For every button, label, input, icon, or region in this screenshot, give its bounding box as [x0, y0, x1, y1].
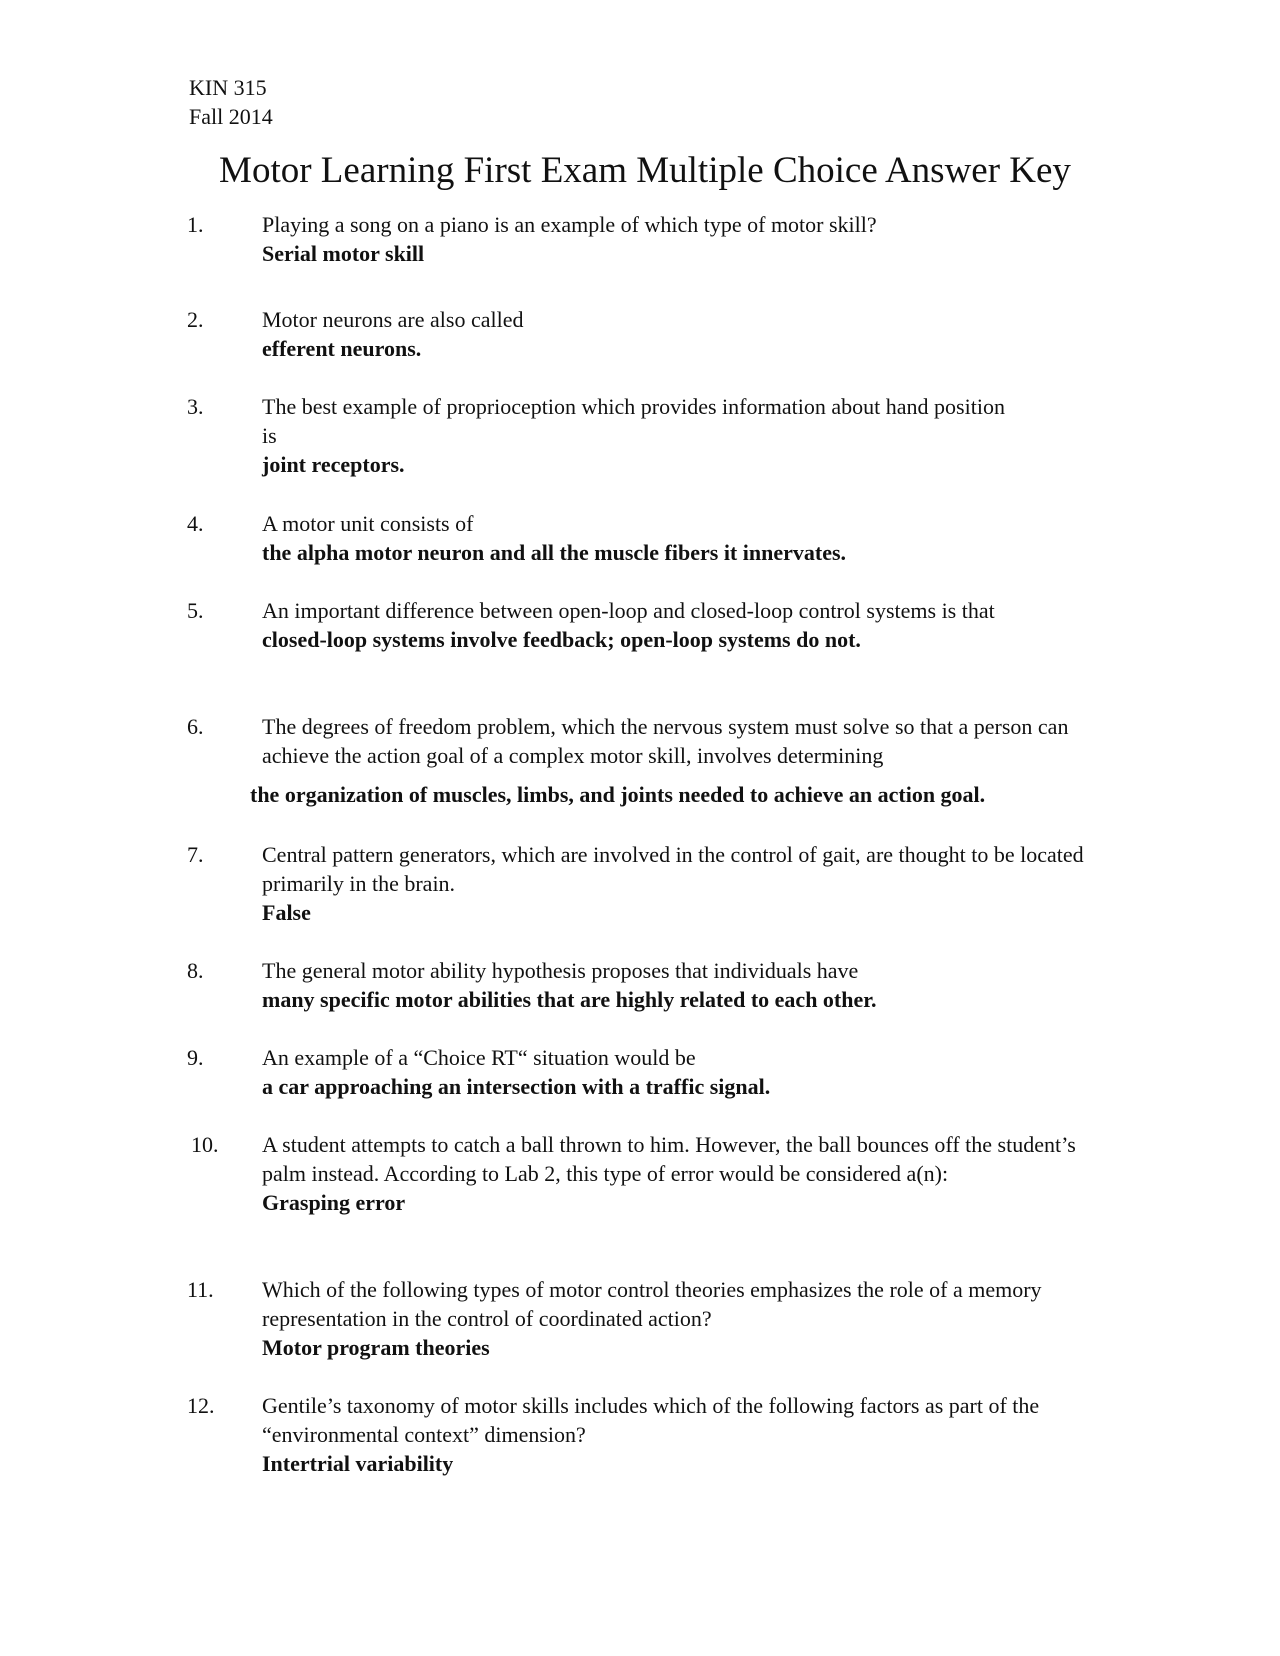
question-number: 7.	[187, 842, 204, 867]
answer-text: efferent neurons.	[262, 336, 422, 361]
question-number: 8.	[187, 958, 204, 983]
answer-text: the alpha motor neuron and all the muscle fibers it innervates.	[262, 540, 847, 565]
question-number: 1.	[187, 212, 204, 237]
question-body	[262, 956, 1092, 1014]
question-text: Motor neurons are also called	[262, 307, 524, 332]
question-body	[262, 1130, 1092, 1217]
answer-text: many specific motor abilities that are highly related to each other.	[262, 987, 877, 1012]
question-body	[262, 1391, 1092, 1478]
question-text: Playing a song on a piano is an example of which type of motor skill?	[262, 212, 877, 237]
question-text: Central pattern generators, which are involved in the control of gait, are thought to be located primarily in the brain.	[262, 842, 1084, 896]
answer-text: Motor program theories	[262, 1335, 490, 1360]
question-number: 11.	[187, 1277, 214, 1302]
answer-text: Grasping error	[262, 1190, 406, 1215]
question-number: 5.	[187, 598, 204, 623]
question-number: 12.	[187, 1393, 215, 1418]
question-number: 2.	[187, 307, 204, 332]
question-text: The degrees of freedom problem, which the nervous system must solve so that a person can achieve the action goal of a complex motor skill, involves determining	[262, 714, 1069, 768]
question-text: An example of a “Choice RT“ situation would be	[262, 1045, 696, 1070]
answer-text: Intertrial variability	[262, 1451, 454, 1476]
answer-text: Serial motor skill	[262, 241, 425, 266]
question-body	[262, 596, 1062, 654]
question-text: An important difference between open-loop and closed-loop control systems is that	[262, 598, 995, 623]
course-code: KIN 315	[189, 75, 267, 100]
answer-text: a car approaching an intersection with a traffic signal.	[262, 1074, 771, 1099]
page-title: Motor Learning First Exam Multiple Choice Answer Key	[219, 150, 1071, 191]
question-body	[262, 392, 1022, 479]
question-text: Which of the following types of motor control theories emphasizes the role of a memory representation in the control of coordinated action?	[262, 1277, 1042, 1331]
answer-text: False	[262, 900, 311, 925]
question-number: 10.	[191, 1132, 219, 1157]
term-label: Fall 2014	[189, 104, 273, 129]
question-body	[262, 509, 1092, 567]
question-number: 3.	[187, 394, 204, 419]
question-body	[262, 840, 1092, 927]
question-text: The best example of proprioception which provides information about hand position is	[262, 394, 1005, 448]
question-body	[262, 210, 1092, 268]
answer-text: joint receptors.	[262, 452, 405, 477]
question-body	[262, 1275, 1092, 1362]
answer-text: closed-loop systems involve feedback; open-loop systems do not.	[262, 627, 861, 652]
question-text: A student attempts to catch a ball thrown to him. However, the ball bounces off the student’s palm instead. According to Lab 2, this type of error would be considered a(n):	[262, 1132, 1076, 1186]
question-text: Gentile’s taxonomy of motor skills includes which of the following factors as part of the “environmental context” dimension?	[262, 1393, 1040, 1447]
question-body	[262, 305, 1092, 363]
question-number: 9.	[187, 1045, 204, 1070]
question-body	[262, 1043, 1092, 1101]
question-number: 6.	[187, 714, 204, 739]
question-body	[250, 712, 1092, 809]
answer-text: the organization of muscles, limbs, and joints needed to achieve an action goal.	[250, 782, 986, 807]
question-text: The general motor ability hypothesis proposes that individuals have	[262, 958, 859, 983]
question-number: 4.	[187, 511, 204, 536]
question-text: A motor unit consists of	[262, 511, 474, 536]
